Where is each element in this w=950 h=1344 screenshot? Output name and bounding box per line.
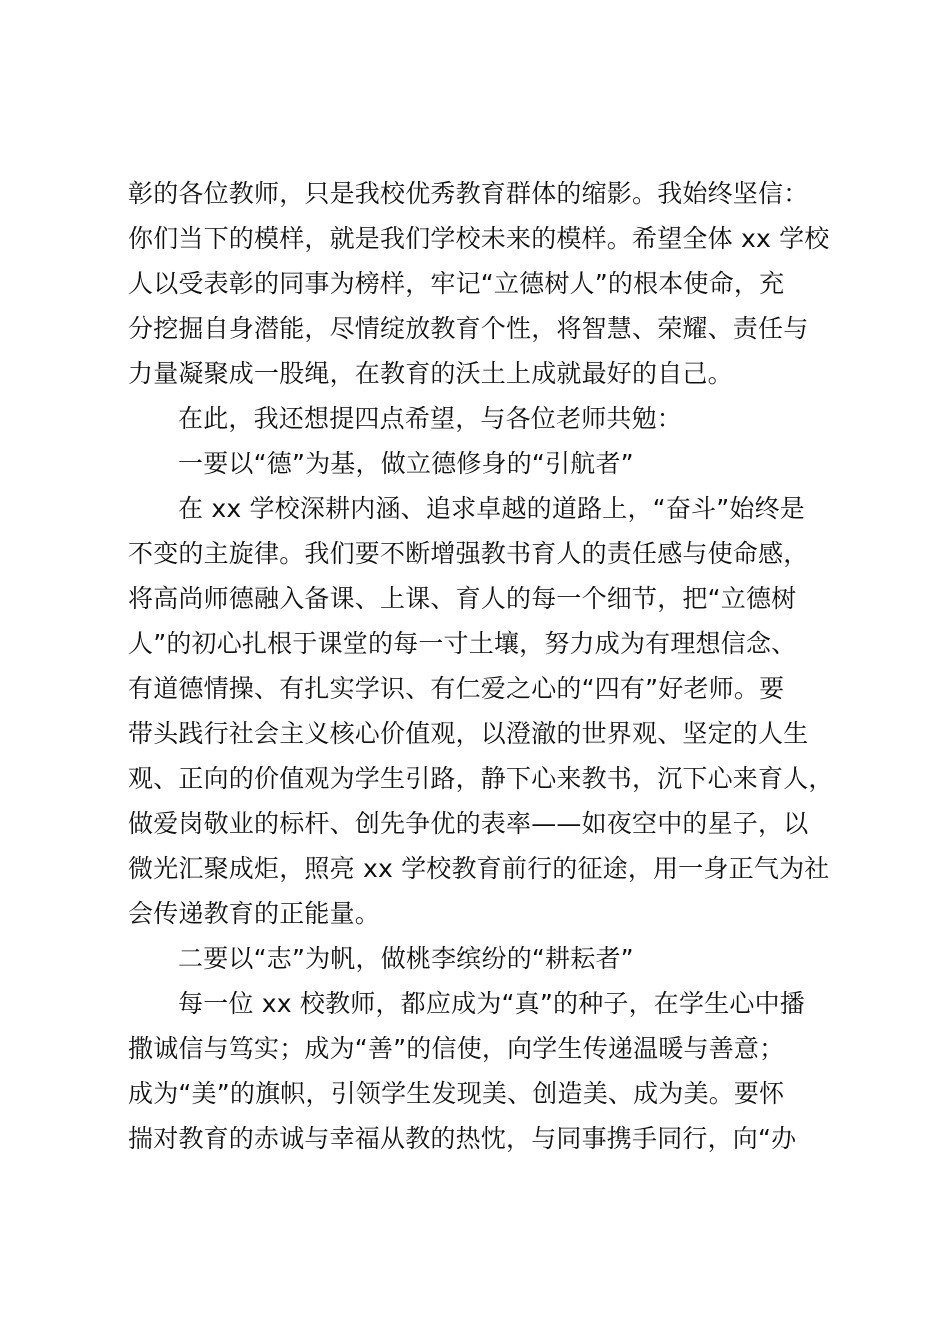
text-line: 人”的初心扎根于课堂的每一寸土壤，努力成为有理想信念、	[128, 629, 797, 658]
section-heading: 一要以“德”为基，做立德修身的“引航者”	[178, 449, 634, 478]
text-line: 做爱岗敬业的标杆、创先争优的表率——如夜空中的星子，以	[128, 809, 809, 838]
section-heading: 二要以“志”为帆，做桃李缤纷的“耕耘者”	[178, 944, 634, 973]
text-line: 会传递教育的正能量。	[128, 899, 381, 928]
text-line: 力量凝聚成一股绳，在教育的沃土上成就最好的自己。	[128, 359, 733, 388]
text-line: 在此，我还想提四点希望，与各位老师共勉：	[178, 404, 683, 433]
text-line: 成为“美”的旗帜，引领学生发现美、创造美、成为美。要怀	[128, 1079, 785, 1108]
text-line: 有道德情操、有扎实学识、有仁爱之心的“四有”好老师。要	[128, 674, 785, 703]
text-line: 你们当下的模样，就是我们学校未来的模样。希望全体 xx 学校	[128, 224, 830, 253]
text-line: 人以受表彰的同事为榜样，牢记“立德树人”的根本使命，充	[128, 269, 785, 298]
text-line: 不变的主旋律。我们要不断增强教书育人的责任感与使命感，	[128, 539, 809, 568]
text-line: 微光汇聚成炬，照亮 xx 学校教育前行的征途，用一身正气为社	[128, 854, 830, 883]
text-line: 揣对教育的赤诚与幸福从教的热忱，与同事携手同行，向“办	[128, 1124, 797, 1153]
text-line: 彰的各位教师，只是我校优秀教育群体的缩影。我始终坚信：	[128, 179, 809, 208]
text-line: 分挖掘自身潜能，尽情绽放教育个性，将智慧、荣耀、责任与	[128, 314, 809, 343]
text-line: 带头践行社会主义核心价值观，以澄澈的世界观、坚定的人生	[128, 719, 809, 748]
text-line: 每一位 xx 校教师，都应成为“真”的种子，在学生心中播	[178, 989, 805, 1018]
text-line: 观、正向的价值观为学生引路，静下心来教书，沉下心来育人，	[128, 764, 834, 793]
text-line: 在 xx 学校深耕内涵、追求卓越的道路上，“奋斗”始终是	[178, 494, 805, 523]
text-line: 撒诚信与笃实；成为“善”的信使，向学生传递温暖与善意；	[128, 1034, 785, 1063]
text-line: 将高尚师德融入备课、上课、育人的每一个细节，把“立德树	[128, 584, 797, 613]
